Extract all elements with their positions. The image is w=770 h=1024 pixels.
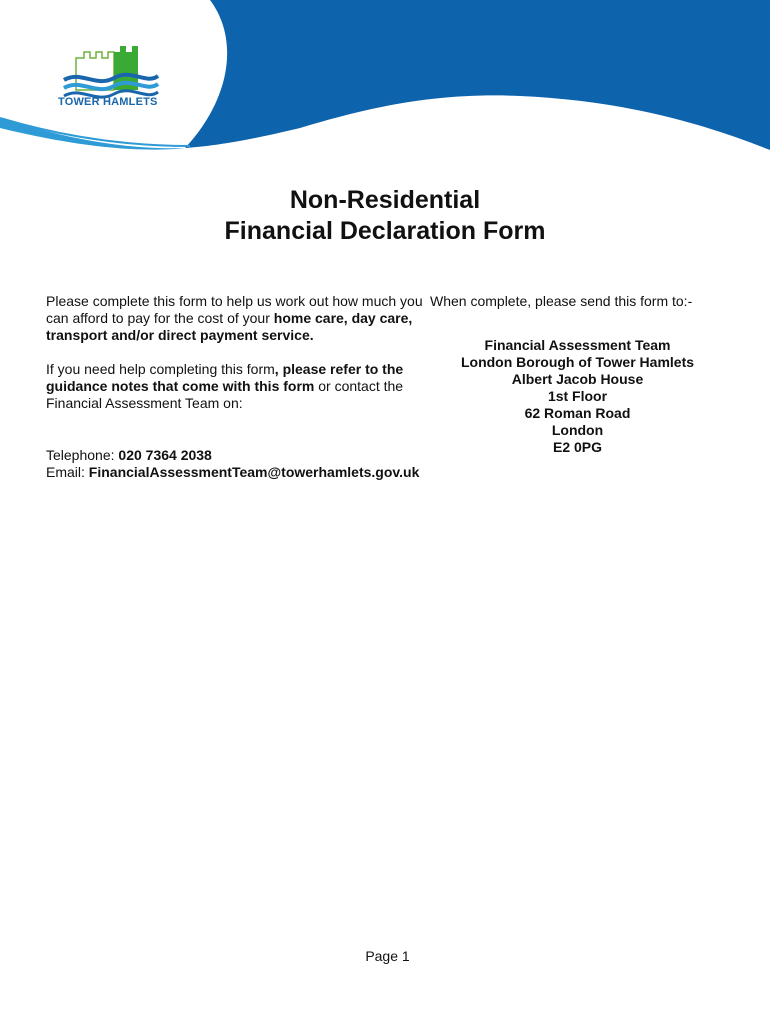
intro-paragraph-1 bbox=[46, 293, 426, 344]
page-number: Page 1 bbox=[365, 948, 410, 964]
email-value: FinancialAssessmentTeam@towerhamlets.gov.uk bbox=[88, 464, 420, 480]
email-line bbox=[46, 464, 486, 481]
address-line: London bbox=[551, 422, 604, 438]
title-line-2: Financial Declaration Form bbox=[224, 217, 546, 245]
address-line: Financial Assessment Team bbox=[484, 337, 671, 353]
contact-details bbox=[46, 447, 486, 481]
title-line-1: Non-Residential bbox=[289, 186, 481, 214]
intro-p2-tail: or contact the Financial Assessment Team on: bbox=[46, 378, 404, 411]
page-title bbox=[0, 185, 770, 247]
telephone-value: 020 7364 2038 bbox=[118, 447, 212, 463]
address-line: 1st Floor bbox=[547, 388, 608, 404]
address-line: E2 0PG bbox=[552, 439, 603, 455]
send-to-section bbox=[430, 293, 730, 456]
logo-text: TOWER HAMLETS bbox=[58, 96, 158, 108]
telephone-label: Telephone: bbox=[46, 447, 119, 463]
intro-p2-text: If you need help completing this form bbox=[46, 361, 275, 377]
address-line: 62 Roman Road bbox=[524, 405, 631, 421]
intro-p1-bold: home care, day care, transport and/or direct payment service. bbox=[46, 310, 413, 343]
intro-p1-text: Please complete this form to help us work out how much you can afford to pay for the cost of your bbox=[46, 293, 423, 326]
email-label: Email: bbox=[46, 464, 89, 480]
address-line: Albert Jacob House bbox=[511, 371, 644, 387]
intro-section bbox=[46, 293, 426, 412]
postal-address bbox=[430, 337, 725, 456]
address-line: London Borough of Tower Hamlets bbox=[460, 354, 695, 370]
telephone-line bbox=[46, 447, 486, 464]
intro-p2-bold: , please refer to the guidance notes that come with this form bbox=[46, 361, 404, 394]
send-to-intro: When complete, please send this form to:- bbox=[430, 293, 693, 309]
intro-paragraph-2 bbox=[46, 361, 426, 412]
